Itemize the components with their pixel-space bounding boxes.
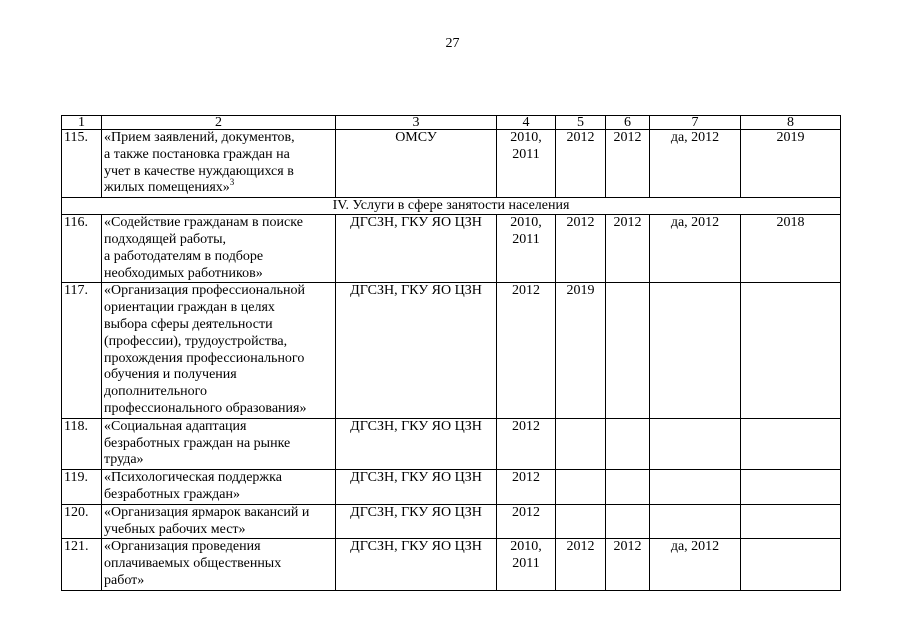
service-name-line: «Организация ярмарок вакансий и: [104, 504, 310, 520]
header-cell: 2: [102, 116, 336, 130]
year-value: 2011: [512, 231, 540, 247]
responsible-body: ДГСЗН, ГКУ ЯО ЦЗН: [336, 283, 497, 418]
header-cell: 7: [650, 116, 741, 130]
year-value: 2010,: [510, 130, 542, 145]
service-name-line: безработных граждан на рынке: [104, 435, 291, 451]
year-column-5: 2012: [556, 130, 606, 198]
responsible-body: ДГСЗН, ГКУ ЯО ЦЗН: [336, 504, 497, 539]
year-column-6: [606, 470, 650, 505]
service-name-line: (профессии), трудоустройства,: [104, 333, 288, 349]
row-number: 121.: [62, 539, 102, 590]
year-column-6: [606, 283, 650, 418]
table-row: [62, 130, 841, 198]
service-name-line: а также постановка граждан на: [104, 146, 290, 162]
service-name-line: дополнительного: [104, 384, 207, 400]
service-name-line: ориентации граждан в целях: [104, 300, 275, 316]
status-column-7: да, 2012: [650, 130, 741, 198]
service-name-line: «Социальная адаптация: [104, 418, 247, 434]
header-row: [62, 116, 841, 130]
year-column-6: [606, 418, 650, 469]
service-name-line-wrap: [104, 177, 333, 197]
service-name-line: необходимых работников»: [104, 265, 263, 281]
year-column-4: [497, 130, 556, 198]
status-column-7: [650, 470, 741, 505]
year-value: 2010,: [510, 215, 542, 231]
table-row: [62, 283, 841, 418]
status-column-7: [650, 418, 741, 469]
responsible-body: ДГСЗН, ГКУ ЯО ЦЗН: [336, 215, 497, 283]
service-name-line: выбора сферы деятельности: [104, 316, 273, 332]
year-column-8: [741, 539, 841, 590]
year-column-5: [556, 504, 606, 539]
year-value: 2011: [512, 146, 540, 162]
status-column-7: да, 2012: [650, 539, 741, 590]
service-name-line: безработных граждан»: [104, 486, 240, 502]
year-column-4: [497, 539, 556, 590]
year-column-4: [497, 470, 556, 505]
service-name-line: оплачиваемых общественных: [104, 556, 282, 572]
responsible-body: ДГСЗН, ГКУ ЯО ЦЗН: [336, 470, 497, 505]
year-column-6: [606, 504, 650, 539]
status-column-7: [650, 283, 741, 418]
year-column-6: 2012: [606, 130, 650, 198]
year-value: 2010,: [510, 539, 542, 555]
year-column-5: [556, 470, 606, 505]
row-number: 120.: [62, 504, 102, 539]
footnote-marker: 3: [229, 177, 235, 188]
row-number: 115.: [62, 130, 102, 198]
service-name: [102, 130, 336, 198]
year-column-8: [741, 418, 841, 469]
table-body: [62, 116, 841, 591]
service-name-line: профессионального образования»: [104, 400, 307, 416]
header-cell: 8: [741, 116, 841, 130]
responsible-body: ДГСЗН, ГКУ ЯО ЦЗН: [336, 418, 497, 469]
service-name-line: «Психологическая поддержка: [104, 470, 282, 486]
year-value: 2012: [512, 418, 540, 434]
status-column-7: да, 2012: [650, 215, 741, 283]
service-name: [102, 418, 336, 469]
year-column-4: [497, 283, 556, 418]
year-column-8: 2018: [741, 215, 841, 283]
year-value: 2012: [512, 283, 540, 299]
table-row: [62, 215, 841, 283]
year-column-4: [497, 418, 556, 469]
service-name-line: учет в качестве нуждающихся в: [104, 163, 294, 179]
section-row: [62, 198, 841, 215]
year-column-5: [556, 418, 606, 469]
service-name-line: обучения и получения: [104, 367, 237, 383]
header-cell: 4: [497, 116, 556, 130]
service-name: [102, 470, 336, 505]
service-name-line: «Прием заявлений, документов,: [104, 130, 295, 145]
table-row: [62, 539, 841, 590]
year-column-5: 2012: [556, 215, 606, 283]
header-cell: 5: [556, 116, 606, 130]
service-name: [102, 539, 336, 590]
year-column-8: [741, 470, 841, 505]
table-row: [62, 470, 841, 505]
year-column-8: [741, 504, 841, 539]
service-name-line: труда»: [104, 452, 144, 468]
year-column-6: 2012: [606, 215, 650, 283]
header-cell: 6: [606, 116, 650, 130]
status-column-7: [650, 504, 741, 539]
year-column-6: 2012: [606, 539, 650, 590]
table-row: [62, 418, 841, 469]
service-name-line: подходящей работы,: [104, 231, 227, 247]
year-value: 2011: [512, 556, 540, 572]
service-name-line: работ»: [104, 572, 145, 588]
responsible-body: ДГСЗН, ГКУ ЯО ЦЗН: [336, 539, 497, 590]
services-table: [61, 115, 841, 591]
responsible-body: ОМСУ: [336, 130, 497, 198]
service-name: [102, 283, 336, 418]
row-number: 119.: [62, 470, 102, 505]
year-column-4: [497, 215, 556, 283]
header-cell: 3: [336, 116, 497, 130]
header-cell: 1: [62, 116, 102, 130]
row-number: 116.: [62, 215, 102, 283]
row-number: 118.: [62, 418, 102, 469]
page-number: 27: [445, 36, 460, 51]
service-name-line: «Организация профессиональной: [104, 283, 305, 299]
year-value: 2012: [512, 504, 540, 520]
service-name-line: «Содействие гражданам в поиске: [104, 215, 303, 231]
service-name: [102, 504, 336, 539]
row-number: 117.: [62, 283, 102, 418]
service-name-line: жилых помещениях»: [104, 180, 230, 196]
section-title: IV. Услуги в сфере занятости населения: [62, 198, 841, 215]
service-name-line: «Организация проведения: [104, 539, 261, 555]
service-name-line: прохождения профессионального: [104, 350, 305, 366]
year-column-4: [497, 504, 556, 539]
service-name-line: учебных рабочих мест»: [104, 521, 246, 537]
service-name-line: а работодателям в подборе: [104, 248, 264, 264]
service-name: [102, 215, 336, 283]
year-column-8: [741, 283, 841, 418]
year-column-5: 2012: [556, 539, 606, 590]
year-column-5: 2019: [556, 283, 606, 418]
year-value: 2012: [512, 470, 540, 486]
table-row: [62, 504, 841, 539]
year-column-8: 2019: [741, 130, 841, 198]
